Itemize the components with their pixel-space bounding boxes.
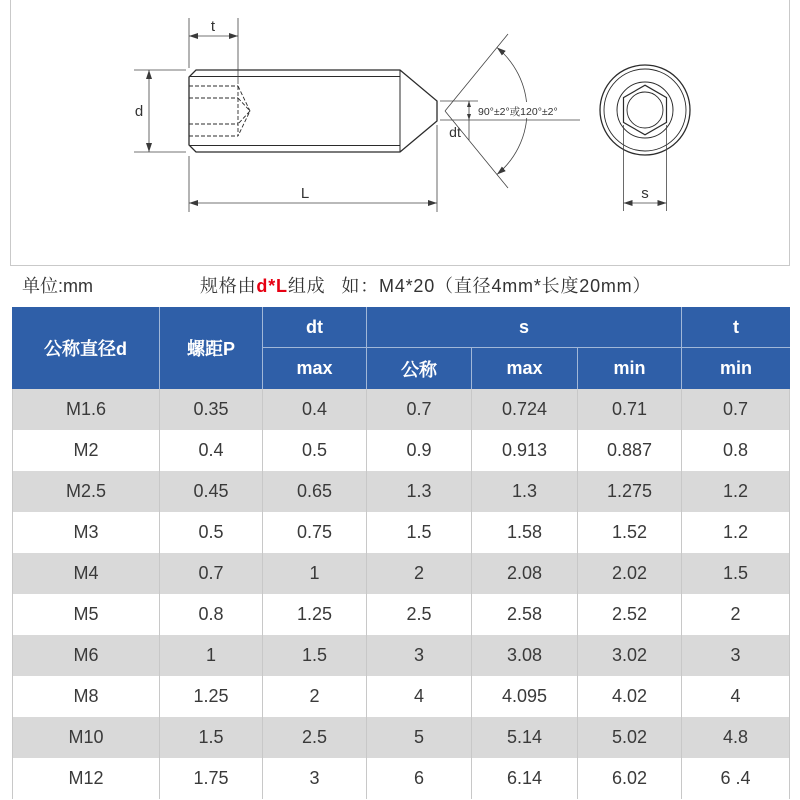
cell-s-min: 2.02 <box>578 553 682 594</box>
table-row <box>12 512 790 553</box>
cell-s-min: 1.275 <box>578 471 682 512</box>
cell-s-min: 0.71 <box>578 389 682 430</box>
socket-drill-point <box>238 86 250 136</box>
cell-s-nominal: 3 <box>367 635 472 676</box>
table-row <box>12 471 790 512</box>
cell-pitch: 0.4 <box>160 430 263 471</box>
spec-highlight: d*L <box>256 276 288 296</box>
socket-drill-point-inner <box>238 98 250 124</box>
cell-s-min: 6.02 <box>578 758 682 799</box>
hex-socket <box>624 85 667 135</box>
spec-example: 如：M4*20（直径4mm*长度20mm） <box>341 276 652 296</box>
cell-s-min: 3.02 <box>578 635 682 676</box>
header-pitch: 螺距P <box>160 307 263 389</box>
cell-nominal-diameter: M5 <box>12 594 160 635</box>
cell-t-min: 4 <box>682 676 790 717</box>
cell-nominal-diameter: M8 <box>12 676 160 717</box>
end-view <box>600 65 690 155</box>
spec-description <box>200 267 651 306</box>
cell-dt-max: 0.4 <box>263 389 367 430</box>
cell-s-nominal: 0.7 <box>367 389 472 430</box>
spec-prefix: 规格由 <box>200 276 257 296</box>
cell-dt-max: 0.5 <box>263 430 367 471</box>
cell-s-min: 2.52 <box>578 594 682 635</box>
cell-nominal-diameter: M1.6 <box>12 389 160 430</box>
cell-dt-max: 1.25 <box>263 594 367 635</box>
header-t-min: min <box>719 358 752 378</box>
table-row <box>12 676 790 717</box>
table-row <box>12 635 790 676</box>
cell-s-max: 2.58 <box>472 594 578 635</box>
table-row <box>12 553 790 594</box>
t-label: t <box>210 18 216 35</box>
dt-label: dt <box>449 124 461 140</box>
cell-t-min: 2 <box>682 594 790 635</box>
d-label: d <box>134 103 144 120</box>
end-view-thread-circle <box>604 69 686 151</box>
cell-dt-max: 0.65 <box>263 471 367 512</box>
cell-s-nominal: 1.5 <box>367 512 472 553</box>
cell-s-max: 0.724 <box>472 389 578 430</box>
cell-pitch: 0.5 <box>160 512 263 553</box>
cell-s-nominal: 4 <box>367 676 472 717</box>
cell-t-min: 3 <box>682 635 790 676</box>
cell-s-nominal: 1.3 <box>367 471 472 512</box>
hex-socket-hidden-lines <box>189 86 250 136</box>
s-label: s <box>641 185 649 202</box>
cell-t-min: 0.8 <box>682 430 790 471</box>
unit-label: 单位:mm <box>22 276 93 296</box>
cell-s-max: 3.08 <box>472 635 578 676</box>
cell-s-max: 1.3 <box>472 471 578 512</box>
angle-leg-lower <box>445 111 508 188</box>
cell-pitch: 0.35 <box>160 389 263 430</box>
angle-label: 90°±2°或120°±2° <box>478 106 558 118</box>
cell-s-max: 4.095 <box>472 676 578 717</box>
cell-dt-max: 1 <box>263 553 367 594</box>
header-s: s <box>367 307 682 348</box>
cell-t-min: 1.2 <box>682 471 790 512</box>
socket-inner-circle <box>627 92 663 128</box>
cell-dt-max: 0.75 <box>263 512 367 553</box>
cell-s-min: 0.887 <box>578 430 682 471</box>
cell-t-min: 0.7 <box>682 389 790 430</box>
cell-s-min: 5.02 <box>578 717 682 758</box>
table-body <box>12 389 790 799</box>
header-s-min: min <box>578 348 682 389</box>
cell-pitch: 1.25 <box>160 676 263 717</box>
cell-s-nominal: 2 <box>367 553 472 594</box>
cell-nominal-diameter: M10 <box>12 717 160 758</box>
header-nominal-diameter: 公称直径d <box>12 307 160 389</box>
l-label: L <box>300 185 310 202</box>
side-view <box>189 70 437 152</box>
end-view-outer-circle <box>600 65 690 155</box>
cell-s-nominal: 0.9 <box>367 430 472 471</box>
cell-pitch: 0.8 <box>160 594 263 635</box>
cell-pitch: 0.7 <box>160 553 263 594</box>
cell-s-max: 2.08 <box>472 553 578 594</box>
cell-t-min: 1.5 <box>682 553 790 594</box>
table-row <box>12 717 790 758</box>
spec-table <box>12 307 790 799</box>
cell-nominal-diameter: M2.5 <box>12 471 160 512</box>
spec-suffix: 组成 <box>287 276 326 296</box>
angle-leg-upper <box>445 34 508 111</box>
cell-s-nominal: 6 <box>367 758 472 799</box>
cell-s-max: 0.913 <box>472 430 578 471</box>
cell-s-max: 6.14 <box>472 758 578 799</box>
cell-nominal-diameter: M4 <box>12 553 160 594</box>
cell-pitch: 0.45 <box>160 471 263 512</box>
cell-pitch: 1.5 <box>160 717 263 758</box>
header-t: t <box>682 307 790 348</box>
socket-circle <box>617 82 673 138</box>
cell-t-min: 1.2 <box>682 512 790 553</box>
cell-nominal-diameter: M3 <box>12 512 160 553</box>
cell-nominal-diameter: M6 <box>12 635 160 676</box>
technical-drawing <box>0 0 800 266</box>
cell-nominal-diameter: M2 <box>12 430 160 471</box>
cell-s-max: 5.14 <box>472 717 578 758</box>
header-s-nominal: 公称 <box>367 348 472 389</box>
table-row <box>12 594 790 635</box>
table-row <box>12 389 790 430</box>
cell-t-min: 4.8 <box>682 717 790 758</box>
cell-dt-max: 2.5 <box>263 717 367 758</box>
cell-pitch: 1.75 <box>160 758 263 799</box>
screw-drawing <box>0 0 800 266</box>
cell-s-max: 1.58 <box>472 512 578 553</box>
cell-dt-max: 2 <box>263 676 367 717</box>
cell-s-nominal: 5 <box>367 717 472 758</box>
cell-pitch: 1 <box>160 635 263 676</box>
spec-info-row <box>12 267 790 306</box>
table-row <box>12 430 790 471</box>
cell-nominal-diameter: M12 <box>12 758 160 799</box>
cell-t-min: 6 .4 <box>682 758 790 799</box>
cell-dt-max: 3 <box>263 758 367 799</box>
header-dt: dt <box>263 307 367 348</box>
table-header <box>12 307 790 389</box>
cell-dt-max: 1.5 <box>263 635 367 676</box>
cell-s-min: 4.02 <box>578 676 682 717</box>
table-row <box>12 758 790 799</box>
header-dt-max: max <box>263 348 367 389</box>
cell-s-nominal: 2.5 <box>367 594 472 635</box>
cell-s-min: 1.52 <box>578 512 682 553</box>
header-s-max: max <box>472 348 578 389</box>
